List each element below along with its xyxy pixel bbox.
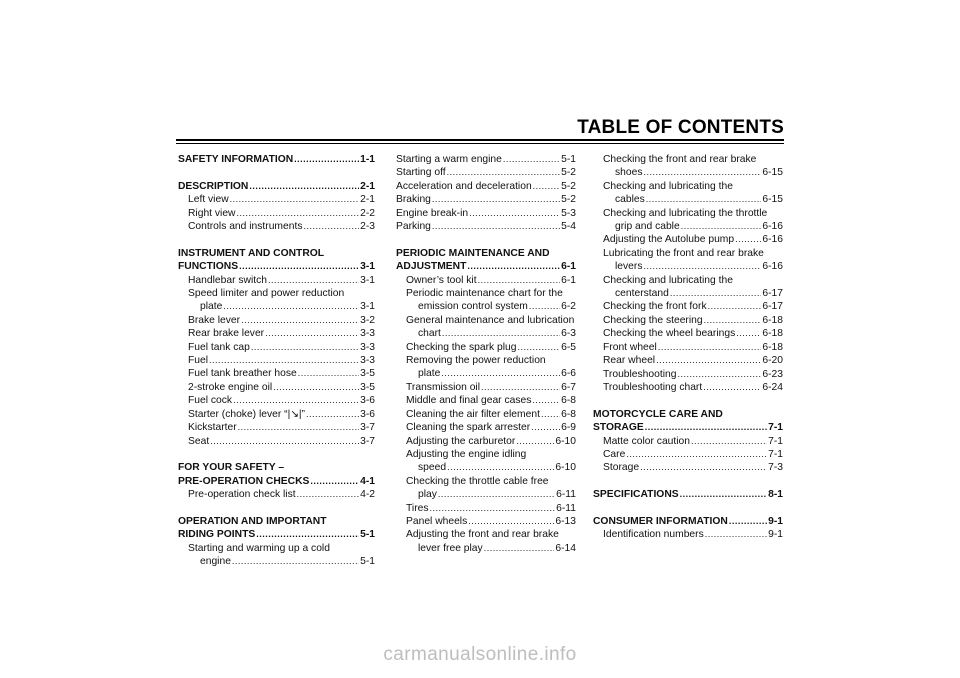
page-number: 7-1 <box>768 448 783 460</box>
page-number: 6-18 <box>762 314 783 326</box>
page-number: 6-7 <box>561 381 576 393</box>
toc-entry-idling-speed[interactable]: speed ..... 6-10 <box>396 461 576 474</box>
page-number: 3-6 <box>360 408 375 420</box>
page-number: 6-18 <box>762 341 783 353</box>
watermark-footer: carmanualsonline.info <box>383 644 577 665</box>
page-number: 3-5 <box>360 368 375 380</box>
toc-entry-pm-chart-line1: Periodic maintenance chart for the <box>406 288 563 300</box>
toc-entry-carburetor[interactable]: Adjusting the carburetor ..... 6-10 <box>396 435 576 448</box>
toc-entry-levers[interactable]: levers ..... 6-16 <box>593 260 783 273</box>
page-number: 8-1 <box>768 489 783 501</box>
toc-entry-centerstand[interactable]: centerstand ..... 6-17 <box>593 287 783 300</box>
page-number: 7-1 <box>768 422 783 434</box>
toc-entry-brake-shoes[interactable]: shoes ..... 6-15 <box>593 166 783 179</box>
page-number: 6-8 <box>561 395 576 407</box>
page-number: 6-10 <box>555 435 576 447</box>
toc-entry-riding-points[interactable]: RIDING POINTS ..... 5-1 <box>178 528 375 541</box>
page-number: 6-2 <box>561 301 576 313</box>
toc-entry-handlebar[interactable]: Handlebar switch ..... 3-1 <box>178 274 375 287</box>
page-number: 6-20 <box>762 355 783 367</box>
toc-entry-tires[interactable]: Tires ..... 6-11 <box>396 502 576 515</box>
toc-entry-break-in[interactable]: Engine break-in ..... 5-3 <box>396 207 576 220</box>
toc-entry-troubleshooting[interactable]: Troubleshooting ..... 6-23 <box>593 368 783 381</box>
toc-entry-seat[interactable]: Seat ..... 3-7 <box>178 435 375 448</box>
toc-entry-functions[interactable]: FUNCTIONS ..... 3-1 <box>178 260 375 273</box>
toc-entry-grip-line1: Checking and lubricating the throttle <box>603 207 768 219</box>
page-number: 3-6 <box>360 395 375 407</box>
page-number: 6-17 <box>762 301 783 313</box>
toc-entry-throttle-line1: Checking the throttle cable free <box>406 475 549 487</box>
toc-entry-removing-plate[interactable]: plate ..... 6-6 <box>396 367 576 380</box>
page-number: 6-16 <box>762 261 783 273</box>
toc-entry-grip-cable[interactable]: grip and cable ..... 6-16 <box>593 220 783 233</box>
page-number: 9-1 <box>768 529 783 541</box>
page-title: TABLE OF CONTENTS <box>577 117 784 138</box>
toc-entry-front-wheel[interactable]: Front wheel ..... 6-18 <box>593 341 783 354</box>
toc-entry-panel-wheels[interactable]: Panel wheels ..... 6-13 <box>396 515 576 528</box>
toc-entry-throttle-play[interactable]: play ..... 6-11 <box>396 488 576 501</box>
page-number: 6-10 <box>555 462 576 474</box>
toc-entry-transmission-oil[interactable]: Transmission oil ..... 6-7 <box>396 381 576 394</box>
page-number: 6-18 <box>762 328 783 340</box>
toc-entry-storage[interactable]: Storage ..... 7-3 <box>593 461 783 474</box>
toc-entry-adjustment[interactable]: ADJUSTMENT ..... 6-1 <box>396 260 576 273</box>
toc-entry-consumer-information[interactable]: CONSUMER INFORMATION ..... 9-1 <box>593 515 783 528</box>
page-number: 3-1 <box>360 261 375 273</box>
toc-entry-description[interactable]: DESCRIPTION ..... 2-1 <box>178 180 375 193</box>
toc-entry-fuel-cock[interactable]: Fuel cock ..... 3-6 <box>178 394 375 407</box>
toc-heading-periodic: PERIODIC MAINTENANCE AND <box>396 247 550 259</box>
toc-entry-speed-limiter-line1: Speed limiter and power reduction <box>188 288 345 300</box>
page-number: 6-15 <box>762 194 783 206</box>
toc-heading-motorcycle-care: MOTORCYCLE CARE AND <box>593 408 723 420</box>
toc-entry-warm-engine[interactable]: Starting a warm engine ..... 5-1 <box>396 153 576 166</box>
toc-column-3 <box>593 153 783 542</box>
toc-entry-parking[interactable]: Parking ..... 5-4 <box>396 220 576 233</box>
page-number: 5-3 <box>561 207 576 219</box>
toc-column-2 <box>396 153 576 555</box>
toc-heading-instrument: INSTRUMENT AND CONTROL <box>178 247 325 259</box>
toc-entry-tool-kit[interactable]: Owner’s tool kit ..... 6-1 <box>396 274 576 287</box>
toc-entry-rear-wheel[interactable]: Rear wheel ..... 6-20 <box>593 354 783 367</box>
toc-entry-fuel[interactable]: Fuel ..... 3-3 <box>178 354 375 367</box>
toc-entry-left-view[interactable]: Left view ..... 2-1 <box>178 193 375 206</box>
page-number: 6-5 <box>561 341 576 353</box>
toc-entry-shoes-line1: Checking the front and rear brake <box>603 154 757 165</box>
toc-entry-matte-color[interactable]: Matte color caution ..... 7-1 <box>593 435 783 448</box>
toc-column-1 <box>178 153 375 569</box>
toc-entry-spark-plug[interactable]: Checking the spark plug ..... 6-5 <box>396 341 576 354</box>
page-number: 6-8 <box>561 408 576 420</box>
page-number: 5-1 <box>561 154 576 165</box>
toc-entry-gear-cases[interactable]: Middle and final gear cases ..... 6-8 <box>396 394 576 407</box>
toc-entry-brake-lever[interactable]: Brake lever ..... 3-2 <box>178 314 375 327</box>
page-number: 6-11 <box>556 502 576 514</box>
page-number: 3-7 <box>360 422 375 434</box>
page-number: 4-1 <box>360 475 375 487</box>
toc-entry-check-list[interactable]: Pre-operation check list ..... 4-2 <box>178 488 375 501</box>
page-number: 5-4 <box>561 221 576 233</box>
toc-entry-steering[interactable]: Checking the steering ..... 6-18 <box>593 314 783 327</box>
toc-entry-cables-line1: Checking and lubricating the <box>603 180 733 192</box>
page-number: 6-23 <box>762 368 783 380</box>
toc-entry-general-line1: General maintenance and lubrication <box>406 314 575 326</box>
page-number: 2-1 <box>360 194 375 206</box>
page-number: 6-6 <box>561 368 576 380</box>
title-rule-thin <box>176 143 784 144</box>
page-number: 5-2 <box>561 180 576 192</box>
toc-entry-storage-heading[interactable]: STORAGE ..... 7-1 <box>593 421 783 434</box>
page-number: 3-3 <box>360 341 375 353</box>
toc-entry-brake-adj-line1: Adjusting the front and rear brake <box>406 529 559 541</box>
toc-entry-speed-limiter[interactable]: plate ..... 3-1 <box>178 300 375 313</box>
toc-entry-fuel-tank-cap[interactable]: Fuel tank cap ..... 3-3 <box>178 341 375 354</box>
toc-entry-specifications[interactable]: SPECIFICATIONS ..... 8-1 <box>593 488 783 501</box>
toc-entry-pre-operation-checks[interactable]: PRE-OPERATION CHECKS ..... 4-1 <box>178 475 375 488</box>
toc-entry-braking[interactable]: Braking ..... 5-2 <box>396 193 576 206</box>
page-number: 3-5 <box>360 381 375 393</box>
toc-entry-centerstand-line1: Checking and lubricating the <box>603 274 733 286</box>
toc-entry-care[interactable]: Care ..... 7-1 <box>593 448 783 461</box>
toc-heading-for-your-safety: FOR YOUR SAFETY – <box>178 462 285 474</box>
page-number: 6-14 <box>555 542 576 554</box>
page-number: 6-24 <box>762 381 783 393</box>
page-number: 4-2 <box>360 489 375 501</box>
toc-entry-warming-line1: Starting and warming up a cold <box>188 542 330 554</box>
page-number: 6-13 <box>555 515 576 527</box>
page-number: 2-2 <box>360 207 375 219</box>
page-number: 3-1 <box>360 301 375 313</box>
toc-entry-autolube[interactable]: Adjusting the Autolube pump ..... 6-16 <box>593 233 783 246</box>
page-number: 6-15 <box>762 167 783 179</box>
page-number: 6-17 <box>762 288 783 300</box>
toc-entry-brake-free-play[interactable]: lever free play ..... 6-14 <box>396 542 576 555</box>
toc-entry-starting-off[interactable]: Starting off ..... 5-2 <box>396 166 576 179</box>
page-number: 6-1 <box>561 274 576 286</box>
page-number: 3-3 <box>360 328 375 340</box>
page-number: 5-2 <box>561 167 576 179</box>
title-rule-thick <box>176 139 784 141</box>
page-number: 3-2 <box>360 314 375 326</box>
toc-entry-spark-arrester[interactable]: Cleaning the spark arrester ..... 6-9 <box>396 421 576 434</box>
toc-entry-wheel-bearings[interactable]: Checking the wheel bearings ..... 6-18 <box>593 327 783 340</box>
toc-entry-engine-oil[interactable]: 2-stroke engine oil ..... 3-5 <box>178 381 375 394</box>
page-number: 6-16 <box>762 234 783 246</box>
page-number: 6-11 <box>556 489 576 501</box>
toc-entry-acceleration[interactable]: Acceleration and deceleration ..... 5-2 <box>396 180 576 193</box>
toc-entry-idling-line1: Adjusting the engine idling <box>406 448 527 460</box>
page-number: 6-16 <box>762 221 783 233</box>
toc-entry-air-filter[interactable]: Cleaning the air filter element ..... 6-8 <box>396 408 576 421</box>
toc-entry-levers-line1: Lubricating the front and rear brake <box>603 247 764 259</box>
toc-entry-starter-lever[interactable]: Starter (choke) lever “|↘|” ..... 3-6 <box>178 408 375 421</box>
page-number: 6-3 <box>561 328 576 340</box>
page-number: 5-1 <box>360 556 375 568</box>
page-number: 6-9 <box>561 422 576 434</box>
toc-entry-troubleshooting-chart[interactable]: Troubleshooting chart ..... 6-24 <box>593 381 783 394</box>
toc-entry-pm-chart[interactable]: emission control system ..... 6-2 <box>396 300 576 313</box>
page-number: 1-1 <box>360 154 375 165</box>
page-number: 3-7 <box>360 435 375 447</box>
toc-entry-identification-numbers[interactable]: Identification numbers ..... 9-1 <box>593 528 783 541</box>
toc-entry-warming-up[interactable]: engine ..... 5-1 <box>178 555 375 568</box>
toc-entry-controls[interactable]: Controls and instruments ..... 2-3 <box>178 220 375 233</box>
page-number: 7-1 <box>768 435 783 447</box>
page-number: 6-1 <box>561 261 576 273</box>
toc-entry-general-chart[interactable]: chart ..... 6-3 <box>396 327 576 340</box>
page-number: 7-3 <box>768 462 783 474</box>
page-number: 5-2 <box>561 194 576 206</box>
toc-entry-safety[interactable]: SAFETY INFORMATION ..... 1-1 <box>178 153 375 166</box>
toc-entry-rear-brake-lever[interactable]: Rear brake lever ..... 3-3 <box>178 327 375 340</box>
toc-entry-breather-hose[interactable]: Fuel tank breather hose ..... 3-5 <box>178 367 375 380</box>
toc-entry-cables[interactable]: cables ..... 6-15 <box>593 193 783 206</box>
toc-entry-right-view[interactable]: Right view ..... 2-2 <box>178 207 375 220</box>
page-number: 2-3 <box>360 221 375 233</box>
toc-entry-kickstarter[interactable]: Kickstarter ..... 3-7 <box>178 421 375 434</box>
page-number: 3-1 <box>360 274 375 286</box>
page-number: 3-3 <box>360 355 375 367</box>
page-number: 5-1 <box>360 529 375 541</box>
toc-entry-removing-line1: Removing the power reduction <box>406 355 546 367</box>
toc-entry-front-fork[interactable]: Checking the front fork ..... 6-17 <box>593 300 783 313</box>
page-number: 9-1 <box>768 515 783 527</box>
toc-heading-operation: OPERATION AND IMPORTANT <box>178 515 327 527</box>
page-number: 2-1 <box>360 180 375 192</box>
